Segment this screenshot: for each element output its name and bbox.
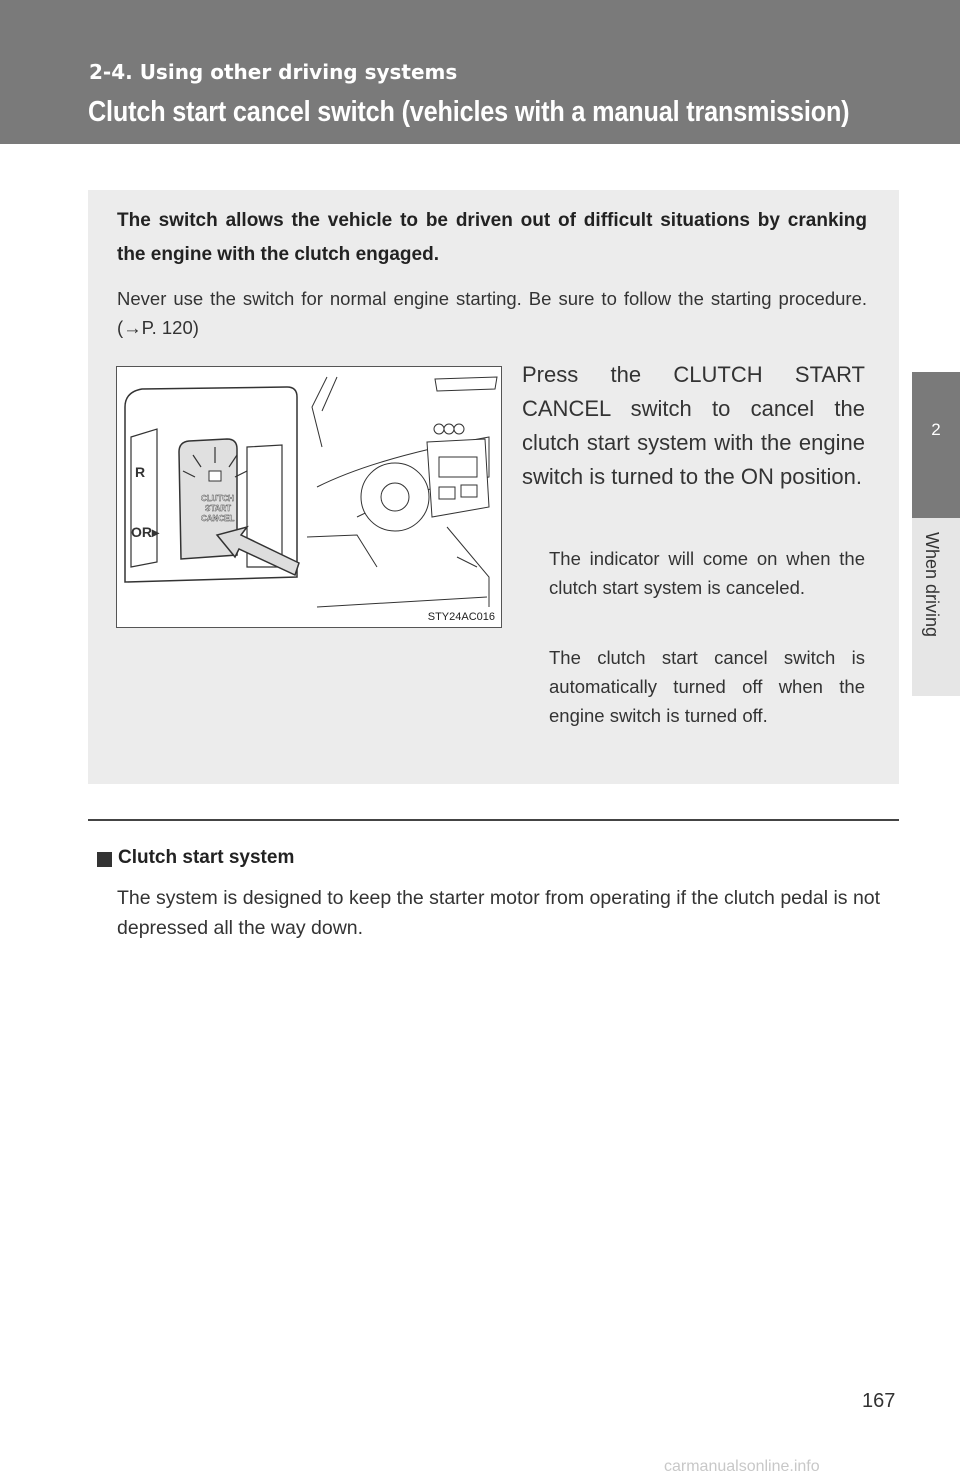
switch-illustration	[116, 366, 502, 628]
square-bullet-icon	[97, 852, 112, 867]
intro-normal-text: Never use the switch for normal engine starting. Be sure to follow the starting procedure. (→P. 120)	[117, 288, 867, 338]
note-auto-off: The clutch start cancel switch is automatically turned off when the engine switch is turned off.	[549, 647, 865, 726]
watermark: carmanualsonline.info	[664, 1458, 820, 1475]
info-heading: Clutch start system	[118, 847, 295, 868]
svg-text:OR▸: OR▸	[131, 524, 160, 540]
info-body: The system is designed to keep the starter motor from operating if the clutch pedal is not depressed all the way down.	[117, 887, 881, 939]
dashboard-illustration	[117, 367, 501, 627]
note-indicator: The indicator will come on when the clutch start system is canceled.	[549, 548, 865, 598]
side-tab-background	[912, 144, 960, 1484]
illustration-code: STY24AC016	[427, 611, 495, 623]
page-title: Clutch start cancel switch (vehicles with a manual transmission)	[88, 96, 850, 128]
svg-text:R: R	[135, 464, 146, 480]
switch-label-3: CANCEL	[201, 514, 235, 523]
page-number: 167	[862, 1390, 896, 1412]
section-label: 2-4. Using other driving systems	[89, 60, 458, 84]
side-tab-number-box	[912, 372, 960, 518]
intro-bold-text: The switch allows the vehicle to be driven out of difficult situations by cranking the engine with the clutch engaged.	[117, 210, 867, 265]
switch-label-1: CLUTCH	[201, 494, 234, 503]
switch-label-2: START	[205, 504, 232, 513]
side-tab-number: 2	[931, 420, 941, 439]
section-divider	[88, 819, 899, 821]
instruction-text: Press the CLUTCH START CANCEL switch to cancel the clutch start system with the engine switch is turned to the ON position.	[522, 362, 865, 489]
side-tab-label: When driving	[922, 532, 942, 638]
